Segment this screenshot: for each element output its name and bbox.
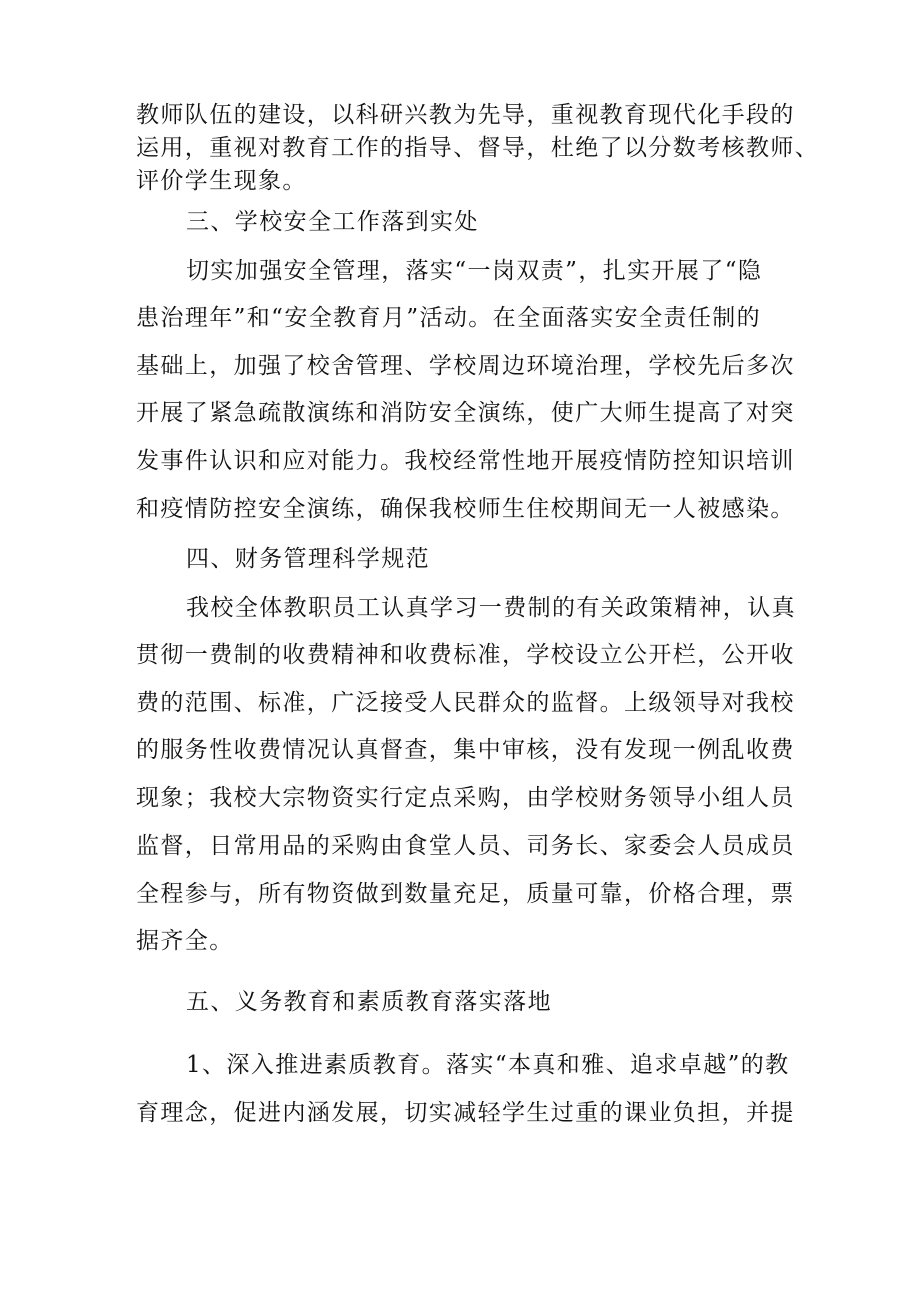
text-line: 我校全体教职员工认真学习一费制的有关政策精神，认真 — [186, 595, 796, 621]
text-line: 1、深入推进素质教育。落实“本真和雅、追求卓越”的教 — [186, 1052, 790, 1078]
text-line: 切实加强安全管理，落实“一岗双责”，扎实开展了“隐 — [186, 258, 763, 284]
text-line: 贯彻一费制的收费精神和收费标准，学校设立公开栏，公开收 — [136, 642, 795, 668]
text-line: 和疫情防控安全演练，确保我校师生住校期间无一人被感染。 — [136, 496, 795, 522]
text-line: 基础上，加强了校舍管理、学校周边环境治理，学校先后多次 — [136, 353, 795, 379]
text-line: 教师队伍的建设，以科研兴教为先导，重视教育现代化手段的 — [136, 102, 795, 128]
text-line: 运用，重视对教育工作的指导、督导，杜绝了以分数考核教师、 — [136, 135, 820, 161]
text-line: 患治理年”和“安全教育月”活动。在全面落实安全责任制的 — [136, 305, 762, 331]
text-line: 监督，日常用品的采购由食堂人员、司务长、家委会人员成员 — [136, 833, 795, 859]
text-line: 育理念，促进内涵发展，切实减轻学生过重的课业负担，并提 — [136, 1100, 795, 1126]
section-heading: 三、学校安全工作落到实处 — [186, 209, 479, 235]
text-line: 现象；我校大宗物资实行定点采购，由学校财务领导小组人员 — [136, 785, 795, 811]
text-line: 费的范围、标准，广泛接受人民群众的监督。上级领导对我校 — [136, 690, 795, 716]
text-line: 的服务性收费情况认真督查，集中审核，没有发现一例乱收费 — [136, 737, 795, 763]
text-line: 据齐全。 — [136, 928, 234, 954]
section-heading: 五、义务教育和素质教育落实落地 — [186, 989, 552, 1015]
text-line: 开展了紧急疏散演练和消防安全演练，使广大师生提高了对突 — [136, 400, 795, 426]
text-line: 全程参与，所有物资做到数量充足，质量可靠，价格合理，票 — [136, 881, 795, 907]
text-line: 评价学生现象。 — [136, 168, 307, 194]
section-heading: 四、财务管理科学规范 — [186, 546, 430, 572]
text-line: 发事件认识和应对能力。我校经常性地开展疫情防控知识培训 — [136, 448, 795, 474]
